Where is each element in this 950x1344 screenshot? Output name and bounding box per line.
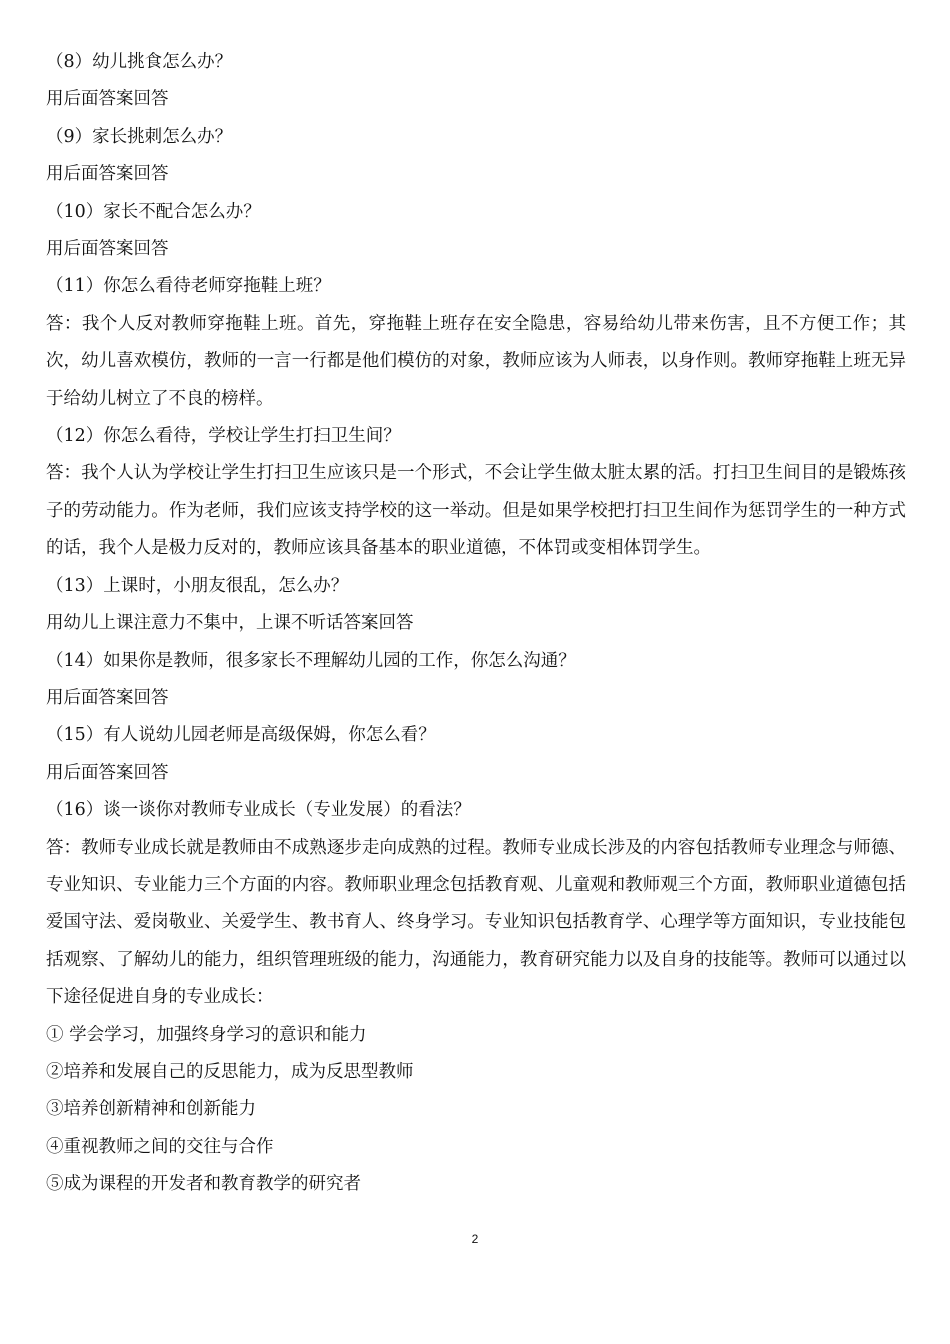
page-number: 2 [471,1232,479,1246]
list-item: ④重视教师之间的交往与合作 [46,1136,274,1157]
question-14: （14）如果你是教师，很多家长不理解幼儿园的工作，你怎么沟通？ [46,650,576,671]
question-8: （8）幼儿挑食怎么办？ [46,52,233,72]
question-12: （12）你怎么看待，学校让学生打扫卫生间？ [46,426,401,447]
question-15: （15）有人说幼儿园老师是高级保姆，你怎么看？ [46,725,436,746]
question-13: （13）上课时，小朋友很乱，怎么办？ [46,575,349,596]
answer-10: 用后面答案回答 [46,239,169,260]
growth-path-list [46,1017,906,1204]
answer-8: 用后面答案回答 [46,89,169,110]
answer-12: 答：我个人认为学校让学生打扫卫生应该只是一个形式，不会让学生做太脏太累的活。打扫卫生间目的是锻炼孩子的劳动能力。作为老师，我们应该支持学校的这一举动。但是如果学校把打扫卫生间作为惩罚学生的一种方式的话，我个人是极力反对的，教师应该具备基本的职业道德，不体罚或变相体罚学生。 [46,463,906,559]
answer-15: 用后面答案回答 [46,762,169,783]
answer-13: 用幼儿上课注意力不集中，上课不听话答案回答 [46,613,414,634]
answer-9: 用后面答案回答 [46,164,169,185]
question-16: （16）谈一谈你对教师专业成长（专业发展）的看法？ [46,800,471,821]
list-item: ⑤成为课程的开发者和教育教学的研究者 [46,1174,361,1195]
list-item: ②培养和发展自己的反思能力，成为反思型教师 [46,1061,414,1082]
list-item: ① 学会学习，加强终身学习的意识和能力 [46,1024,367,1045]
question-11: （11）你怎么看待老师穿拖鞋上班？ [46,276,331,297]
question-10: （10）家长不配合怎么办？ [46,201,261,222]
document-page [46,44,906,1204]
answer-14: 用后面答案回答 [46,687,169,708]
answer-11: 答：我个人反对教师穿拖鞋上班。首先，穿拖鞋上班存在安全隐患，容易给幼儿带来伤害，且不方便工作；其次，幼儿喜欢模仿，教师的一言一行都是他们模仿的对象，教师应该为人师表，以身作则。教师穿拖鞋上班无异于给幼儿树立了不良的榜样。 [46,313,906,409]
list-item: ③培养创新精神和创新能力 [46,1099,256,1120]
answer-16: 答：教师专业成长就是教师由不成熟逐步走向成熟的过程。教师专业成长涉及的内容包括教师专业理念与师德、专业知识、专业能力三个方面的内容。教师职业理念包括教育观、儿童观和教师观三个方面，教师职业道德包括爱国守法、爱岗敬业、关爱学生、教书育人、终身学习。专业知识包括教育学、心理学等方面知识，专业技能包括观察、了解幼儿的能力，组织管理班级的能力，沟通能力，教育研究能力以及自身的技能等。教师可以通过以下途径促进自身的专业成长： [46,837,906,1008]
question-9: （9）家长挑刺怎么办？ [46,126,233,147]
content-body [46,44,906,1017]
